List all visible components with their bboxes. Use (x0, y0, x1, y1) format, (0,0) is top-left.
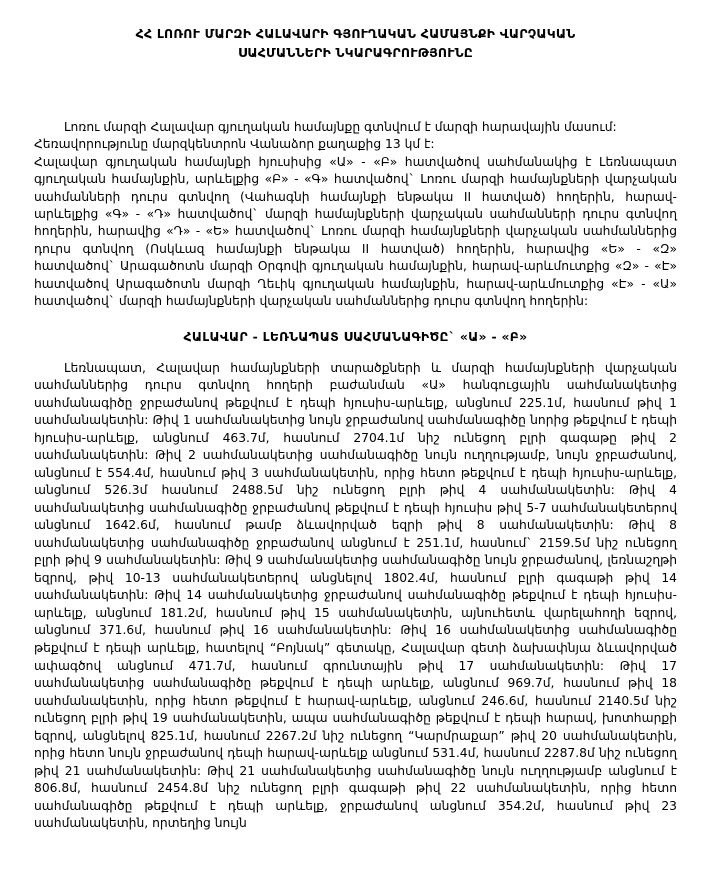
boundary-description-text: Լեռնապատ, Հալավար համայնքների տարածքների և մարզի համայնքների վարչական սահմաններից դուրս գտնվող հողերի բաժանման «Ա» հանգուցային սահմանակետից սահմանագիծը ջրբաժանով թեքվում է դեպի հյուսիս-արևելք, անցնում 225.1մ, հասնում թիվ 1 սահմանակետին: Թիվ 1 սահմանակետից նույն ջրբաժանով սահմանագիծը նորից թեքվում է դեպի հյուսիս-արևելք, անցնում 463.7մ, հասնում 2704.1մ նիշ ունեցող բլրի գագաթը թիվ 2 սահմանակետին: Թիվ 2 սահմանակետից սահմանագիծը նույն ուղղությամբ, նույն ջրբաժանով, անցնում է 554.4մ, հասնում թիվ 3 սահմանակետին, որից հետո թեքվում է դեպի հյուսիս-արևելք, անցնում 526.3մ հասնում 2488.5մ նիշ ունեցող բլրի թիվ 4 սահմանակետին: Թիվ 4 սահմանակետից սահմանագիծը ջրբաժանով թեքվում է դեպի հյուսիս թիվ 5-7 սահմանակետերով անցնում 1642.6մ, հասնում թամբ ձևավորված եզրի թիվ 8 սահմանակետին: Թիվ 8 սահմանակետից սահմանագիծը ջրբաժանով անցնում է 251.1մ, հասնում` 2159.5մ նիշ ունեցող բլրի թիվ 9 սահմանակետին: Թիվ 9 սահմանակետից սահմանագիծը նույն ջրբաժանով, լեռնաշղթի եզրով, թիվ 10-13 սահմանակետերով անցնելով 1802.4մ, հասնում բլրի գագաթի թիվ 14 սահմանակետին: Թիվ 14 սահմանակետից ջրբաժանով սահմանագիծը թեքվում է դեպի հյուսիս-արևելք, անցնում 181.2մ, հասնում թիվ 15 սահմանակետին, այնուհետև վարելահողի եզրով, անցնում 371.6մ, հասնում թիվ 16 սահմանակետին: Թիվ 16 սահմանակետից սահմանագիծը թեքվում է դեպի արևելք, հատելով “Բոյնակ” գետակը, Հալավար գետի ձախափնյա ձևավորված ափագծով անցնում 471.7մ, հասնում գրունտային թիվ 17 սահմանակետին: Թիվ 17 սահմանակետից սահմանագիծը թեքվում է դեպի արևելք, անցնում 969.7մ, հասնում թիվ 18 սահմանակետին, որից հետո թեքվում է հարավ-արևելք, անցնում 246.6մ, հասնում 2140.5մ նիշ ունեցող բլրի թիվ 19 սահմանակետին, ապա սահմանագիծը թեքվում է դեպի հարավ, խոտհարքի եզրով, անցնելով 825.1մ, հասնում 2267.2մ նիշ ունեցող “Կարմրաքար” թիվ 20 սահմանակետին, որից հետո նույն ջրբաժանով դեպի հարավ-արևելք անցնում 531.4մ, հասնում 2287.8մ նիշ ունեցող թիվ 21 սահմանակետին: Թիվ 21 սահմանակետից սահմանագիծը նույն ուղղությամբ անցնում է 806.8մ, հասնում 2454.8մ նիշ ունեցող բլրի գագաթի թիվ 22 սահմանակետին, որից հետո սահմանագիծը թեքվում է դեպի արևելք, ջրբաժանով անցնում 354.2մ, հասնում թիվ 23 սահմանակետին, որտեղից նույն (34, 360, 677, 831)
intro-paragraph-3: Հալավար գյուղական համայնքի հյուսիսից «Ա» - «Բ» հատվածով սահմանակից է Լեռնապատ գյուղական համայնքին, արևելքից «Բ» - «Գ» հատվածով` Լոռու մարզի համայնքների վարչական սահմանների դուրս գտնվող (Վահագնի համայնքի ենթակա II հատված) հողերին, հարավ-արևելքից «Գ» - «Դ» հատվածով` մարզի համայնքների վարչական սահմանների դուրս գտնվող հողերին, հարավից «Դ» - «Ե» հատվածով` Լոռու մարզի համայնքների վարչական սահմաններից դուրս գտնվող (Ոսկևազ համայնքի ենթակա II հատված) հողերին, հարավից «Ե» - «Զ» հատվածով` Արագածոտն մարզի Օրգովի գյուղական համայնքին, հարավ-արևմուտքից «Զ» - «Է» հատվածով Արագածոտն մարզի Ղեւիկ գյուղական համայնքին, հարավ-արևմուտքից «Է» - «Ա» հատվածով` մարզի համայնքների վարչական սահմաններից դուրս գտնվող հողերին: (34, 154, 677, 309)
section-heading: ՀԱԼԱՎԱՐ - ԼԵՌՆԱՊԱՏ ՍԱՀՄԱՆԱԳԻԾԸ` «Ա» - «Բ» (183, 328, 528, 344)
title-spacer (34, 63, 677, 119)
boundary-description-block (34, 360, 677, 833)
intro-paragraph-1: Լոռու մարզի Հալավար գյուղական համայնքը գտնվում է մարզի հարավային մասում: (64, 119, 617, 134)
page-title-line-1: ՀՀ ԼՈՌՈՒ ՄԱՐԶԻ ՀԱԼԱՎԱՐԻ ԳՅՈՒՂԱԿԱՆ ՀԱՄԱՅՆՔԻ ՎԱՐՉԱԿԱՆ (135, 26, 576, 41)
page-title (34, 24, 677, 63)
intro-paragraph-2: Հեռավորությունը մարզկենտրոն Վանաձոր քաղաքից 13 կմ է: (34, 137, 435, 152)
page-title-line-2: ՍԱՀՄԱՆՆԵՐԻ ՆԿԱՐԱԳՐՈՒԹՅՈՒՆԸ (238, 45, 473, 61)
